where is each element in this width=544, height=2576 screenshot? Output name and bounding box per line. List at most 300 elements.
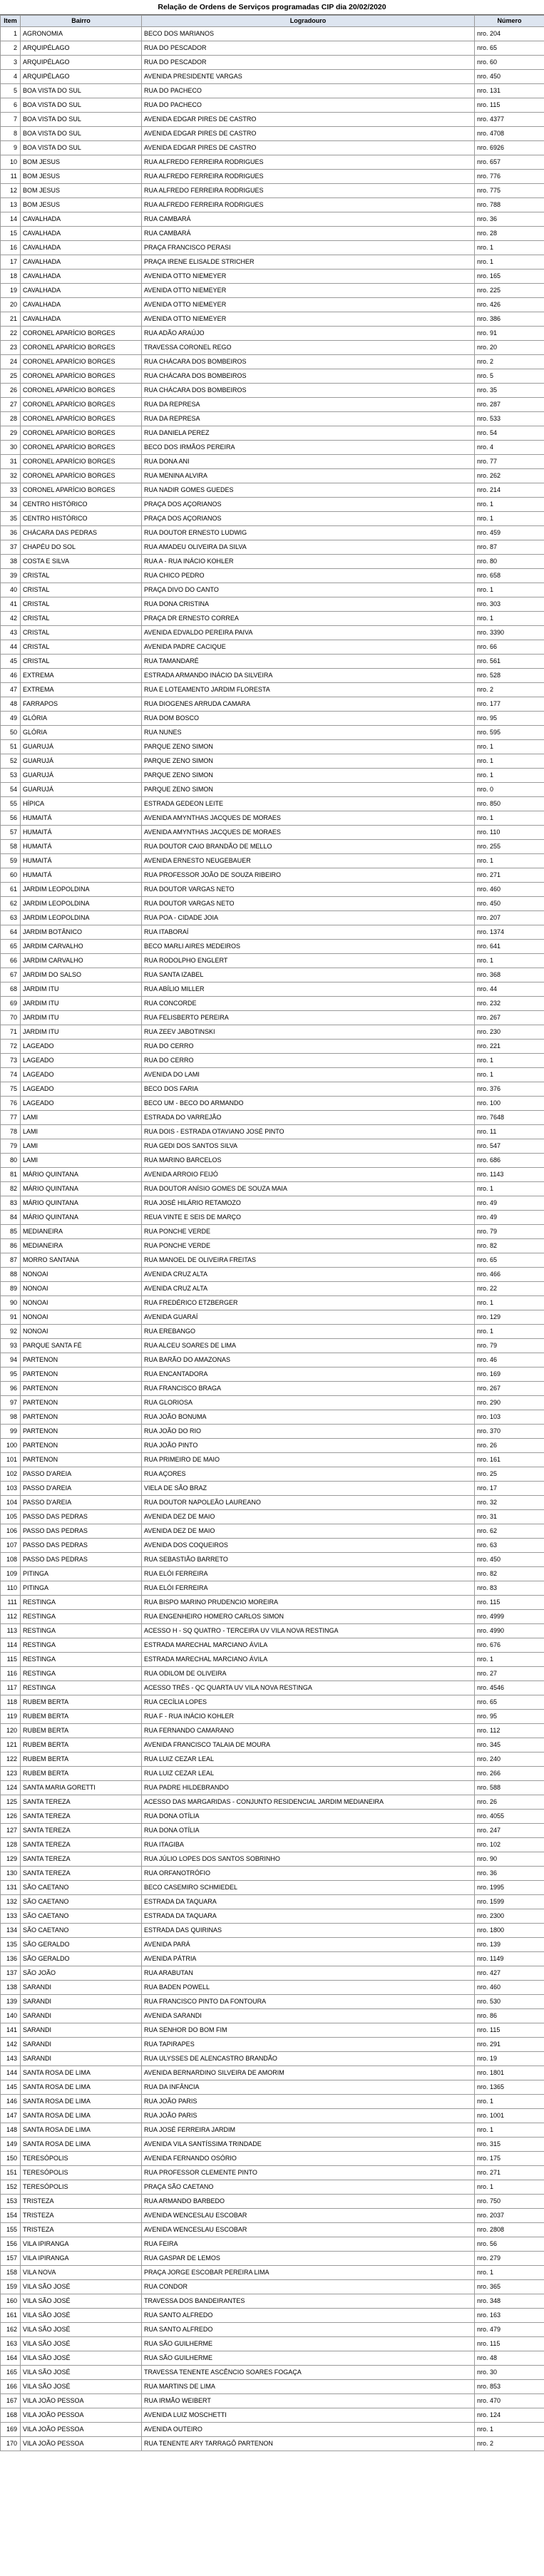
cell-logradouro: RUA JOÃO BONUMA (142, 1410, 475, 1425)
cell-logradouro: RUA FRANCISCO PINTO DA FONTOURA (142, 1995, 475, 2009)
cell-item: 16 (1, 241, 21, 255)
cell-numero: nro. 1 (475, 811, 544, 826)
table-row (1, 1524, 544, 1539)
cell-logradouro: RUA DOUTOR NAPOLEÃO LAUREANO (142, 1496, 475, 1510)
cell-numero: nro. 1 (475, 612, 544, 626)
cell-numero: nro. 65 (475, 1695, 544, 1710)
cell-logradouro: RUA DO CERRO (142, 1040, 475, 1054)
cell-logradouro: RUA FREDÉRICO ETZBERGER (142, 1296, 475, 1310)
table-row (1, 1852, 544, 1867)
cell-item: 80 (1, 1154, 21, 1168)
table-row (1, 797, 544, 811)
cell-bairro: HUMAITÁ (21, 811, 142, 826)
cell-numero: nro. 207 (475, 911, 544, 925)
table-row (1, 113, 544, 127)
cell-logradouro: AVENIDA BERNARDINO SILVEIRA DE AMORIM (142, 2066, 475, 2080)
table-row (1, 1738, 544, 1753)
cell-numero: nro. 658 (475, 569, 544, 583)
table-row (1, 1667, 544, 1681)
cell-item: 13 (1, 198, 21, 212)
cell-bairro: VILA JOÃO PESSOA (21, 2437, 142, 2451)
cell-bairro: RESTINGA (21, 1667, 142, 1681)
cell-logradouro: AVENIDA OTTO NIEMEYER (142, 270, 475, 284)
table-row (1, 811, 544, 826)
cell-item: 127 (1, 1824, 21, 1838)
table-row (1, 1025, 544, 1040)
cell-bairro: CENTRO HISTÓRICO (21, 498, 142, 512)
cell-item: 53 (1, 769, 21, 783)
cell-item: 116 (1, 1667, 21, 1681)
table-row (1, 1367, 544, 1382)
cell-numero: nro. 80 (475, 555, 544, 569)
cell-numero: nro. 66 (475, 640, 544, 655)
cell-logradouro: AVENIDA DO LAMI (142, 1068, 475, 1082)
cell-numero: nro. 776 (475, 170, 544, 184)
table-row (1, 384, 544, 398)
cell-item: 52 (1, 754, 21, 769)
table-row (1, 227, 544, 241)
table-row (1, 1296, 544, 1310)
cell-logradouro: AVENIDA EDGAR PIRES DE CASTRO (142, 113, 475, 127)
cell-item: 92 (1, 1325, 21, 1339)
cell-item: 147 (1, 2109, 21, 2123)
cell-logradouro: REUA VINTE E SEIS DE MARÇO (142, 1211, 475, 1225)
table-row (1, 1767, 544, 1781)
cell-logradouro: RUA DONA OTÍLIA (142, 1824, 475, 1838)
cell-bairro: NONOAI (21, 1325, 142, 1339)
cell-logradouro: AVENIDA PÁTRIA (142, 1952, 475, 1966)
cell-logradouro: RUA RODOLPHO ENGLERT (142, 954, 475, 968)
cell-numero: nro. 1 (475, 512, 544, 526)
cell-item: 167 (1, 2394, 21, 2408)
table-row (1, 754, 544, 769)
cell-logradouro: AVENIDA LUIZ MOSCHETTI (142, 2408, 475, 2423)
cell-item: 102 (1, 1467, 21, 1482)
cell-numero: nro. 303 (475, 597, 544, 612)
cell-numero: nro. 788 (475, 198, 544, 212)
cell-logradouro: RUA SÃO GUILHERME (142, 2351, 475, 2366)
cell-numero: nro. 1 (475, 1653, 544, 1667)
cell-logradouro: ESTRADA DA TAQUARA (142, 1909, 475, 1924)
cell-bairro: SÃO CAETANO (21, 1881, 142, 1895)
cell-logradouro: RUA ALFREDO FERREIRA RODRIGUES (142, 170, 475, 184)
cell-logradouro: RUA JOÃO DO RIO (142, 1425, 475, 1439)
cell-item: 74 (1, 1068, 21, 1082)
cell-item: 44 (1, 640, 21, 655)
cell-bairro: TRISTEZA (21, 2209, 142, 2223)
cell-item: 145 (1, 2080, 21, 2095)
cell-bairro: VILA IPIRANGA (21, 2252, 142, 2266)
cell-bairro: VILA SÃO JOSÉ (21, 2380, 142, 2394)
cell-item: 125 (1, 1795, 21, 1810)
cell-bairro: LAMI (21, 1125, 142, 1139)
cell-bairro: VILA SÃO JOSÉ (21, 2309, 142, 2323)
cell-item: 160 (1, 2294, 21, 2309)
table-row (1, 712, 544, 726)
table-row (1, 2123, 544, 2138)
table-row (1, 1995, 544, 2009)
cell-item: 9 (1, 141, 21, 155)
table-row (1, 2266, 544, 2280)
cell-numero: nro. 533 (475, 412, 544, 426)
cell-logradouro: RUA SANTO ALFREDO (142, 2309, 475, 2323)
cell-item: 10 (1, 155, 21, 170)
cell-numero: nro. 460 (475, 1981, 544, 1995)
table-row (1, 597, 544, 612)
cell-logradouro: RUA JOSÉ HILÁRIO RETAMOZO (142, 1196, 475, 1211)
cell-item: 90 (1, 1296, 21, 1310)
cell-logradouro: RUA TENENTE ARY TARRAGÔ PARTENON (142, 2437, 475, 2451)
cell-logradouro: AVENIDA FRANCISCO TALAIA DE MOURA (142, 1738, 475, 1753)
cell-logradouro: RUA SÃO GUILHERME (142, 2337, 475, 2351)
cell-numero: nro. 44 (475, 982, 544, 997)
cell-item: 154 (1, 2209, 21, 2223)
cell-logradouro: PRAÇA DOS AÇORIANOS (142, 512, 475, 526)
cell-logradouro: RUA PONCHE VERDE (142, 1225, 475, 1239)
cell-logradouro: AVENIDA CRUZ ALTA (142, 1268, 475, 1282)
cell-item: 68 (1, 982, 21, 997)
cell-item: 118 (1, 1695, 21, 1710)
cell-logradouro: RUA MANOEL DE OLIVEIRA FREITAS (142, 1253, 475, 1268)
cell-item: 67 (1, 968, 21, 982)
table-row (1, 1467, 544, 1482)
cell-bairro: GUARUJÁ (21, 754, 142, 769)
cell-numero: nro. 95 (475, 1710, 544, 1724)
table-row (1, 1596, 544, 1610)
table-row (1, 583, 544, 597)
cell-item: 17 (1, 255, 21, 270)
cell-numero: nro. 115 (475, 2337, 544, 2351)
cell-logradouro: RUA CAMBARÁ (142, 227, 475, 241)
cell-bairro: JARDIM DO SALSO (21, 968, 142, 982)
table-row (1, 56, 544, 70)
table-row (1, 212, 544, 227)
cell-numero: nro. 850 (475, 797, 544, 811)
cell-logradouro: AVENIDA PRESIDENTE VARGAS (142, 70, 475, 84)
table-row (1, 911, 544, 925)
cell-item: 73 (1, 1054, 21, 1068)
table-row (1, 2180, 544, 2195)
table-row (1, 255, 544, 270)
cell-bairro: PARTENON (21, 1367, 142, 1382)
cell-item: 81 (1, 1168, 21, 1182)
cell-item: 168 (1, 2408, 21, 2423)
table-row (1, 1410, 544, 1425)
cell-numero: nro. 83 (475, 1581, 544, 1596)
table-row (1, 1724, 544, 1738)
cell-bairro: PITINGA (21, 1581, 142, 1596)
table-body (1, 27, 544, 2451)
table-row (1, 70, 544, 84)
table-row (1, 612, 544, 626)
cell-numero: nro. 1801 (475, 2066, 544, 2080)
cell-logradouro: RUA BARÃO DO AMAZONAS (142, 1353, 475, 1367)
table-row (1, 441, 544, 455)
cell-item: 26 (1, 384, 21, 398)
cell-numero: nro. 2 (475, 355, 544, 369)
cell-logradouro: RUA DO CERRO (142, 1054, 475, 1068)
cell-bairro: HUMAITÁ (21, 854, 142, 868)
cell-numero: nro. 470 (475, 2394, 544, 2408)
table-row (1, 826, 544, 840)
cell-item: 134 (1, 1924, 21, 1938)
cell-bairro: VILA IPIRANGA (21, 2237, 142, 2252)
cell-logradouro: RUA DOUTOR ERNESTO LUDWIG (142, 526, 475, 540)
cell-item: 54 (1, 783, 21, 797)
cell-logradouro: RUA SEBASTIÃO BARRETO (142, 1553, 475, 1567)
cell-logradouro: RUA ADÃO ARAÚJO (142, 327, 475, 341)
cell-numero: nro. 87 (475, 540, 544, 555)
table-row (1, 2038, 544, 2052)
cell-logradouro: PRAÇA DIVO DO CANTO (142, 583, 475, 597)
cell-numero: nro. 1 (475, 1068, 544, 1082)
table-row (1, 2237, 544, 2252)
cell-numero: nro. 657 (475, 155, 544, 170)
cell-item: 104 (1, 1496, 21, 1510)
cell-logradouro: RUA CAMBARÁ (142, 212, 475, 227)
cell-bairro: PARTENON (21, 1453, 142, 1467)
table-row (1, 1111, 544, 1125)
cell-bairro: MÁRIO QUINTANA (21, 1196, 142, 1211)
cell-item: 58 (1, 840, 21, 854)
cell-numero: nro. 1 (475, 854, 544, 868)
cell-item: 149 (1, 2138, 21, 2152)
table-row (1, 868, 544, 883)
cell-logradouro: RUA TAMANDARÉ (142, 655, 475, 669)
cell-numero: nro. 266 (475, 1767, 544, 1781)
cell-bairro: CORONEL APARÍCIO BORGES (21, 384, 142, 398)
cell-bairro: CRISTAL (21, 597, 142, 612)
cell-bairro: NONOAI (21, 1282, 142, 1296)
cell-item: 31 (1, 455, 21, 469)
cell-numero: nro. 1 (475, 583, 544, 597)
table-row (1, 1425, 544, 1439)
cell-item: 161 (1, 2309, 21, 2323)
cell-numero: nro. 65 (475, 41, 544, 56)
table-row (1, 284, 544, 298)
cell-bairro: SÃO JOÃO (21, 1966, 142, 1981)
cell-numero: nro. 4055 (475, 1810, 544, 1824)
cell-logradouro: PRAÇA IRENE ELISALDE STRICHER (142, 255, 475, 270)
cell-numero: nro. 376 (475, 1082, 544, 1097)
cell-item: 48 (1, 697, 21, 712)
cell-logradouro: RUA ALFREDO FERREIRA RODRIGUES (142, 198, 475, 212)
cell-logradouro: RUA DA INFÂNCIA (142, 2080, 475, 2095)
cell-item: 50 (1, 726, 21, 740)
cell-item: 108 (1, 1553, 21, 1567)
cell-numero: nro. 65 (475, 1253, 544, 1268)
cell-bairro: CRISTAL (21, 583, 142, 597)
cell-numero: nro. 214 (475, 483, 544, 498)
cell-bairro: GUARUJÁ (21, 740, 142, 754)
cell-item: 79 (1, 1139, 21, 1154)
cell-item: 69 (1, 997, 21, 1011)
table-row (1, 2423, 544, 2437)
cell-numero: nro. 1001 (475, 2109, 544, 2123)
cell-bairro: SANTA ROSA DE LIMA (21, 2138, 142, 2152)
cell-item: 25 (1, 369, 21, 384)
cell-bairro: SANTA MARIA GORETTI (21, 1781, 142, 1795)
table-row (1, 1139, 544, 1154)
cell-logradouro: RUA SANTO ALFREDO (142, 2323, 475, 2337)
cell-bairro: VILA SÃO JOSÉ (21, 2366, 142, 2380)
cell-numero: nro. 595 (475, 726, 544, 740)
cell-logradouro: RUA LUIZ CEZAR LEAL (142, 1753, 475, 1767)
table-row (1, 925, 544, 940)
cell-logradouro: RUA ENGENHEIRO HOMERO CARLOS SIMON (142, 1610, 475, 1624)
table-row (1, 1881, 544, 1895)
cell-item: 6 (1, 98, 21, 113)
cell-bairro: RESTINGA (21, 1624, 142, 1638)
cell-item: 88 (1, 1268, 21, 1282)
cell-logradouro: RUA DOUTOR CAIO BRANDÃO DE MELLO (142, 840, 475, 854)
cell-item: 166 (1, 2380, 21, 2394)
cell-numero: nro. 1 (475, 1054, 544, 1068)
cell-item: 153 (1, 2195, 21, 2209)
cell-item: 45 (1, 655, 21, 669)
cell-item: 19 (1, 284, 21, 298)
cell-numero: nro. 1 (475, 954, 544, 968)
cell-numero: nro. 26 (475, 1439, 544, 1453)
table-row (1, 2095, 544, 2109)
cell-logradouro: RUA F - RUA INÁCIO KOHLER (142, 1710, 475, 1724)
cell-item: 120 (1, 1724, 21, 1738)
cell-bairro: TRISTEZA (21, 2223, 142, 2237)
table-row (1, 1838, 544, 1852)
cell-bairro: PASSO D'AREIA (21, 1467, 142, 1482)
cell-bairro: EXTREMA (21, 669, 142, 683)
cell-bairro: RUBEM BERTA (21, 1767, 142, 1781)
cell-item: 34 (1, 498, 21, 512)
table-row (1, 1510, 544, 1524)
cell-logradouro: RUA PRIMEIRO DE MAIO (142, 1453, 475, 1467)
cell-numero: nro. 28 (475, 227, 544, 241)
cell-item: 129 (1, 1852, 21, 1867)
column-header-numero: Número (475, 16, 544, 27)
cell-logradouro: RUA FERNANDO CAMARANO (142, 1724, 475, 1738)
cell-logradouro: RUA GASPAR DE LEMOS (142, 2252, 475, 2266)
cell-numero: nro. 4708 (475, 127, 544, 141)
cell-bairro: SANTA TEREZA (21, 1824, 142, 1838)
cell-bairro: TERESÓPOLIS (21, 2180, 142, 2195)
table-row (1, 1653, 544, 1667)
cell-bairro: MORRO SANTANA (21, 1253, 142, 1268)
cell-item: 109 (1, 1567, 21, 1581)
table-row (1, 1125, 544, 1139)
table-row (1, 1681, 544, 1695)
cell-logradouro: PRAÇA JORGE ESCOBAR PEREIRA LIMA (142, 2266, 475, 2280)
cell-numero: nro. 2808 (475, 2223, 544, 2237)
table-row (1, 1310, 544, 1325)
table-row (1, 1824, 544, 1838)
cell-bairro: MÁRIO QUINTANA (21, 1211, 142, 1225)
cell-logradouro: RUA JOÃO PINTO (142, 1439, 475, 1453)
cell-item: 148 (1, 2123, 21, 2138)
table-row (1, 1496, 544, 1510)
cell-bairro: TRISTEZA (21, 2195, 142, 2209)
cell-logradouro: RUA ARABUTAN (142, 1966, 475, 1981)
cell-numero: nro. 124 (475, 2408, 544, 2423)
table-row (1, 1938, 544, 1952)
table-row (1, 1795, 544, 1810)
cell-numero: nro. 54 (475, 426, 544, 441)
cell-numero: nro. 62 (475, 1524, 544, 1539)
cell-bairro: CAVALHADA (21, 212, 142, 227)
table-row (1, 2080, 544, 2095)
cell-logradouro: AVENIDA OTTO NIEMEYER (142, 298, 475, 312)
cell-numero: nro. 175 (475, 2152, 544, 2166)
cell-numero: nro. 4377 (475, 113, 544, 127)
cell-bairro: BOM JESUS (21, 155, 142, 170)
cell-logradouro: AVENIDA OUTEIRO (142, 2423, 475, 2437)
table-row (1, 769, 544, 783)
cell-numero: nro. 853 (475, 2380, 544, 2394)
cell-item: 35 (1, 512, 21, 526)
cell-item: 56 (1, 811, 21, 826)
cell-bairro: FARRAPOS (21, 697, 142, 712)
cell-bairro: SÃO GERALDO (21, 1938, 142, 1952)
cell-numero: nro. 466 (475, 1268, 544, 1282)
cell-bairro: MÁRIO QUINTANA (21, 1182, 142, 1196)
cell-numero: nro. 36 (475, 212, 544, 227)
table-row (1, 954, 544, 968)
cell-bairro: SANTA ROSA DE LIMA (21, 2095, 142, 2109)
cell-logradouro: TRAVESSA DOS BANDEIRANTES (142, 2294, 475, 2309)
table-row (1, 2323, 544, 2337)
table-row (1, 655, 544, 669)
table-row (1, 2009, 544, 2023)
cell-item: 40 (1, 583, 21, 597)
table-row (1, 1225, 544, 1239)
cell-bairro: VILA SÃO JOSÉ (21, 2351, 142, 2366)
cell-numero: nro. 271 (475, 2166, 544, 2180)
cell-numero: nro. 348 (475, 2294, 544, 2309)
cell-item: 37 (1, 540, 21, 555)
cell-bairro: BOM JESUS (21, 184, 142, 198)
cell-bairro: ARQUIPÉLAGO (21, 56, 142, 70)
cell-item: 36 (1, 526, 21, 540)
cell-item: 64 (1, 925, 21, 940)
cell-logradouro: PRAÇA DR ERNESTO CORREA (142, 612, 475, 626)
table-row (1, 1553, 544, 1567)
table-row (1, 1325, 544, 1339)
cell-numero: nro. 22 (475, 1282, 544, 1296)
cell-item: 2 (1, 41, 21, 56)
cell-bairro: CRISTAL (21, 626, 142, 640)
cell-numero: nro. 49 (475, 1196, 544, 1211)
cell-logradouro: RUA AMADEU OLIVEIRA DA SILVA (142, 540, 475, 555)
cell-logradouro: AVENIDA OTTO NIEMEYER (142, 312, 475, 327)
cell-item: 95 (1, 1367, 21, 1382)
cell-numero: nro. 7648 (475, 1111, 544, 1125)
cell-bairro: CORONEL APARÍCIO BORGES (21, 327, 142, 341)
cell-logradouro: PRAÇA DOS AÇORIANOS (142, 498, 475, 512)
table-row (1, 2437, 544, 2451)
cell-logradouro: RUA CHÁCARA DOS BOMBEIROS (142, 384, 475, 398)
cell-numero: nro. 0 (475, 783, 544, 797)
table-row (1, 2023, 544, 2038)
cell-numero: nro. 46 (475, 1353, 544, 1367)
cell-item: 101 (1, 1453, 21, 1467)
cell-bairro: JARDIM LEOPOLDINA (21, 897, 142, 911)
cell-logradouro: ACESSO TRÊS - QC QUARTA UV VILA NOVA RESTINGA (142, 1681, 475, 1695)
cell-bairro: SANTA ROSA DE LIMA (21, 2123, 142, 2138)
cell-logradouro: RUA DO PESCADOR (142, 41, 475, 56)
cell-logradouro: RUA ORFANOTRÓFIO (142, 1867, 475, 1881)
table-row (1, 1909, 544, 1924)
cell-logradouro: RUA PROFESSOR JOÃO DE SOUZA RIBEIRO (142, 868, 475, 883)
cell-item: 75 (1, 1082, 21, 1097)
